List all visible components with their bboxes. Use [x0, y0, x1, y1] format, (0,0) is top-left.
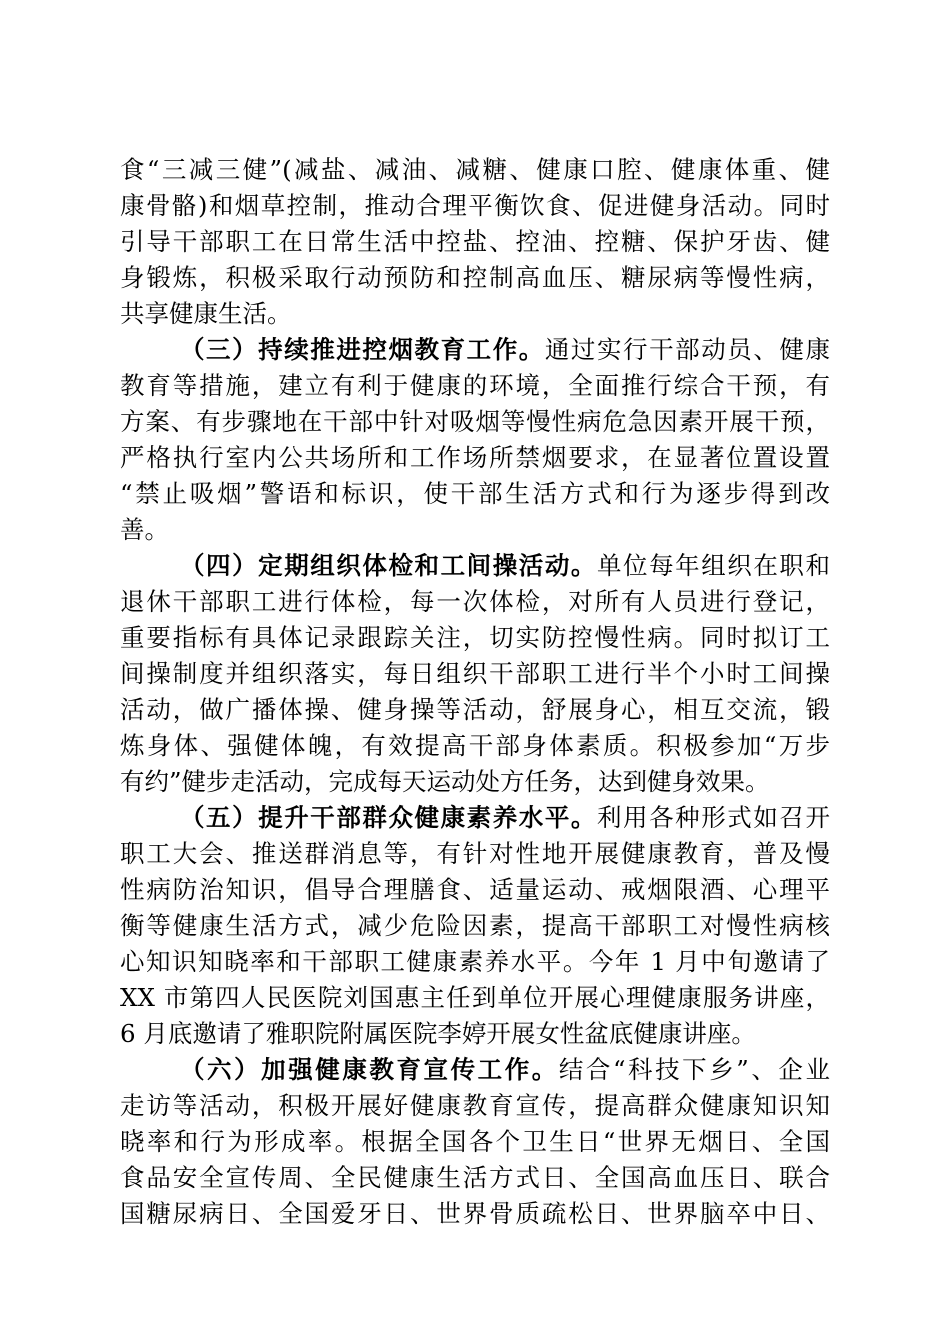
paragraph-text: 利用各种形式如召开 — [597, 803, 830, 832]
text-line: 炼身体、强健体魄，有效提高干部身体素质。积极参加“万步 — [120, 731, 830, 760]
text-line: 晓率和行为形成率。根据全国各个卫生日“世界无烟日、全国 — [120, 1127, 830, 1156]
text-line: 食品安全宣传周、全民健康生活方式日、全国高血压日、联合 — [120, 1163, 830, 1192]
text-line: 衡等健康生活方式，减少危险因素，提高干部职工对慢性病核 — [120, 911, 830, 940]
section-heading: （五）提升干部群众健康素养水平。 — [180, 803, 597, 832]
paragraph-text: 结合“科技下乡”、企业 — [558, 1055, 830, 1084]
text-line: 康骨骼)和烟草控制，推动合理平衡饮食、促进健身活动。同时 — [120, 191, 830, 220]
text-line: 性病防治知识，倡导合理膳食、适量运动、戒烟限酒、心理平 — [120, 875, 830, 904]
paragraph-first-line — [180, 1050, 830, 1090]
text-line: 善。 — [120, 515, 169, 544]
text-line: 身锻炼，积极采取行动预防和控制高血压、糖尿病等慢性病， — [120, 263, 830, 292]
text-line: 国糖尿病日、全国爱牙日、世界骨质疏松日、世界脑卒中日、 — [120, 1199, 830, 1228]
paragraph-first-line — [180, 330, 830, 370]
section-heading: （六）加强健康教育宣传工作。 — [180, 1055, 559, 1084]
text-line: 重要指标有具体记录跟踪关注，切实防控慢性病。同时拟订工 — [120, 623, 830, 652]
text-line: 有约”健步走活动，完成每天运动处方任务，达到健身效果。 — [120, 767, 770, 796]
text-line: “禁止吸烟”警语和标识，使干部生活方式和行为逐步得到改 — [120, 479, 830, 508]
text-line: XX 市第四人民医院刘国惠主任到单位开展心理健康服务讲座， — [120, 983, 830, 1012]
text-line: 引导干部职工在日常生活中控盐、控油、控糖、保护牙齿、健 — [120, 227, 830, 256]
text-line: 6 月底邀请了雅职院附属医院李婷开展女性盆底健康讲座。 — [120, 1019, 756, 1048]
text-line: 退休干部职工进行体检，每一次体检，对所有人员进行登记， — [120, 587, 830, 616]
text-line: 心知识知晓率和干部职工健康素养水平。今年 1 月中旬邀请了 — [120, 947, 830, 976]
paragraph-text: 单位每年组织在职和 — [597, 551, 830, 580]
text-line: 共享健康生活。 — [120, 299, 292, 328]
section-heading: （四）定期组织体检和工间操活动。 — [180, 551, 597, 580]
text-line: 活动，做广播体操、健身操等活动，舒展身心，相互交流，锻 — [120, 695, 830, 724]
paragraph-text: 通过实行干部动员、健康 — [544, 335, 830, 364]
text-line: 间操制度并组织落实，每日组织干部职工进行半个小时工间操 — [120, 659, 830, 688]
paragraph-first-line — [180, 798, 830, 838]
paragraph-first-line — [180, 546, 830, 586]
section-heading: （三）持续推进控烟教育工作。 — [180, 335, 545, 364]
text-line: 走访等活动，积极开展好健康教育宣传，提高群众健康知识知 — [120, 1091, 830, 1120]
text-line: 方案、有步骤地在干部中针对吸烟等慢性病危急因素开展干预， — [120, 407, 830, 436]
text-line: 严格执行室内公共场所和工作场所禁烟要求，在显著位置设置 — [120, 443, 830, 472]
text-line: 教育等措施，建立有利于健康的环境，全面推行综合干预，有 — [120, 371, 830, 400]
text-line: 职工大会、推送群消息等，有针对性地开展健康教育，普及慢 — [120, 839, 830, 868]
text-line: 食“三减三健”(减盐、减油、减糖、健康口腔、健康体重、健 — [120, 155, 830, 184]
